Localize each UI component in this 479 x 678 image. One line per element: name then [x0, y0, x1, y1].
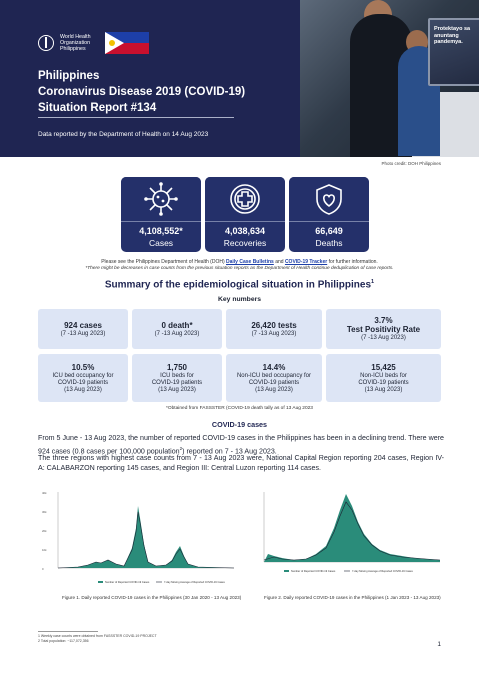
- further-info-note: [0, 259, 479, 265]
- figure-1-chart: [38, 488, 238, 592]
- figure-2-svg: [254, 488, 454, 592]
- paragraph-trend-b: ) reported on 7 - 13 Aug 2023.: [182, 446, 277, 455]
- key-box-non-icu-beds: [326, 354, 441, 402]
- svg-text:20k: 20k: [42, 529, 47, 533]
- key-value: 10.5%: [71, 362, 95, 372]
- report-title: [38, 68, 245, 116]
- figure-2-chart: [254, 488, 454, 592]
- key-box-non-icu-occupancy: [226, 354, 322, 402]
- photo-screen-text-3: pandemya.: [434, 39, 463, 45]
- who-emblem-icon: [38, 35, 54, 51]
- stat-card-recoveries: [205, 177, 285, 252]
- summary-heading-footnote: 1: [371, 279, 375, 285]
- fig2-legend-line: 7-day Moving Average of Reported COVID-19 Cases: [352, 570, 413, 573]
- key-sub: COVID-19 patients: [57, 379, 109, 386]
- key-sub: (7 -13 Aug 2023): [361, 335, 406, 341]
- footnote-1: 1 Weekly case counts were obtained from FASSSTER COVID-19 PROJECT: [38, 634, 157, 638]
- key-box-cases: [38, 309, 128, 349]
- fig1-legend-line: 7-day Moving Average of Reported COVID-19 Cases: [164, 581, 225, 584]
- key-numbers-heading: Key numbers: [217, 296, 262, 303]
- key-value: 1,750: [166, 362, 188, 372]
- fig2-legend-bars: Number of Reported COVID-19 Cases: [291, 570, 336, 573]
- photo-screen-text-1: Protektayo sa: [434, 26, 471, 32]
- paragraph-trend: [38, 434, 444, 456]
- key-value: 3.7%: [374, 316, 393, 325]
- key-box-deaths: [132, 309, 222, 349]
- key-sub: COVID-19 patients: [358, 379, 409, 386]
- covid-cases-heading: COVID-19 cases: [211, 420, 268, 429]
- key-sub: COVID-19 patients: [248, 379, 300, 386]
- photo-credit: Photo credit: DOH Philippines: [381, 161, 441, 166]
- title-report-number: Situation Report #134: [38, 102, 157, 114]
- stat-label-cases: Cases: [148, 238, 174, 248]
- stat-card-deaths: [289, 177, 369, 252]
- figure-1-svg: [38, 488, 238, 592]
- key-sub: (7 -13 Aug 2023): [154, 330, 200, 337]
- report-header: [0, 0, 479, 157]
- key-sub: (7 -13 Aug 2023): [251, 330, 297, 337]
- note-mid: and: [275, 259, 284, 265]
- summary-heading: [0, 279, 479, 290]
- svg-text:10k: 10k: [42, 548, 47, 552]
- photo-screen: [428, 18, 479, 86]
- key-box-icu-occupancy: [38, 354, 128, 402]
- svg-text:40k: 40k: [42, 491, 47, 495]
- key-sub: COVID-19 patients: [151, 379, 203, 386]
- page-number: 1: [437, 641, 441, 648]
- footnote-2: 2 Total population: ~117,072,356: [38, 639, 89, 643]
- who-line2: Organization: [60, 40, 91, 46]
- footnote-separator: [38, 631, 98, 632]
- key-sub: (13 Aug 2023): [255, 386, 293, 393]
- key-sub: (13 Aug 2023): [158, 386, 196, 393]
- who-line1: World Health: [60, 34, 91, 40]
- key-value: 924 cases: [64, 320, 102, 330]
- paragraph-regions: The three regions with highest case counts from 7 - 13 Aug 2023 were, National Capital Region reporting 204 cases, Region IV-A: CALABARZON reporting 145 cases, and Region III: Central Luzon reporting 114 cases.: [38, 454, 444, 472]
- fig1-legend-bars: Number of Reported COVID-19 Cases: [105, 581, 150, 584]
- shield-heart-icon: [312, 182, 346, 216]
- stat-value-recoveries: 4,038,634: [224, 226, 266, 236]
- stat-label-deaths: Deaths: [315, 238, 343, 248]
- title-divider: [38, 117, 234, 118]
- key-sub: ICU bed occupancy for: [52, 372, 114, 379]
- summary-heading-text: Summary of the epidemiological situation in Philippines: [104, 279, 372, 291]
- deduplication-note: *There might be decreases in case counts from the previous situation reports as the Department of Health continue deduplication of case reports.: [85, 266, 394, 271]
- figure-1-caption: Figure 1. Daily reported COVID-19 cases in the Philippines (30 Jan 2020 - 13 Aug 2023): [62, 595, 242, 600]
- philippines-flag-icon: [105, 32, 149, 54]
- paragraph-footnote-ref: 2: [179, 445, 183, 451]
- note-suffix: for further information.: [328, 259, 378, 265]
- who-line3: Philippines: [60, 46, 86, 52]
- stat-card-cases: [121, 177, 201, 252]
- key-sub: (7 -13 Aug 2023): [60, 330, 106, 337]
- who-logo-text: [60, 34, 91, 52]
- key-sub: (13 Aug 2023): [64, 386, 102, 393]
- logo-row: [38, 32, 149, 54]
- photo-screen-text-2: anuntang: [434, 32, 459, 39]
- covid-tracker-link[interactable]: COVID-19 Tracker: [284, 259, 328, 265]
- svg-text:0: 0: [42, 567, 44, 571]
- virus-icon: [144, 182, 178, 216]
- title-country: Philippines: [38, 70, 100, 82]
- stat-label-recoveries: Recoveries: [223, 238, 267, 248]
- daily-case-bulletins-link[interactable]: Daily Case Bulletins: [226, 259, 274, 265]
- key-sub: Non-ICU beds for: [360, 372, 407, 379]
- key-value-label: Test Positivity Rate: [346, 325, 421, 334]
- key-value: 14.4%: [262, 362, 286, 372]
- note-prefix: Please see the Philippines Department of Health (DOH): [101, 259, 225, 265]
- data-reported-line: Data reported by the Department of Health on 14 Aug 2023: [38, 131, 209, 138]
- svg-text:30k: 30k: [42, 510, 47, 514]
- medical-cross-icon: [228, 182, 262, 216]
- stat-value-cases: 4,108,552*: [139, 226, 183, 236]
- stat-value-deaths: 66,649: [315, 226, 343, 236]
- key-value: 0 death*: [161, 320, 193, 330]
- title-disease: Coronavirus Disease 2019 (COVID-19): [38, 86, 246, 98]
- key-value: 15,425: [371, 362, 396, 372]
- paragraph-trend-a: From 5 June - 13 Aug 2023, the number of reported COVID-19 cases in the Philippines has been in a declining trend. There were 924 cases (0.8 cases per 100,000 population: [38, 434, 444, 455]
- key-sub: ICU beds for: [160, 372, 194, 379]
- figure-2-caption: Figure 2. Daily reported COVID-19 cases in the Philippines (1 Jan 2023 - 13 Aug 2023): [264, 595, 441, 600]
- key-sub: Non-ICU bed occupancy for: [236, 372, 312, 379]
- key-sub: (13 Aug 2023): [364, 386, 403, 393]
- key-box-tests: [226, 309, 322, 349]
- footnotes: [38, 634, 157, 644]
- header-photo: [300, 0, 479, 157]
- key-box-positivity: [326, 309, 441, 349]
- fassster-note: *Obtained from FASSSTER (COVID-19 death tally as of 13 Aug 2023: [166, 406, 313, 411]
- key-box-icu-beds: [132, 354, 222, 402]
- key-value: 26,420 tests: [251, 320, 297, 330]
